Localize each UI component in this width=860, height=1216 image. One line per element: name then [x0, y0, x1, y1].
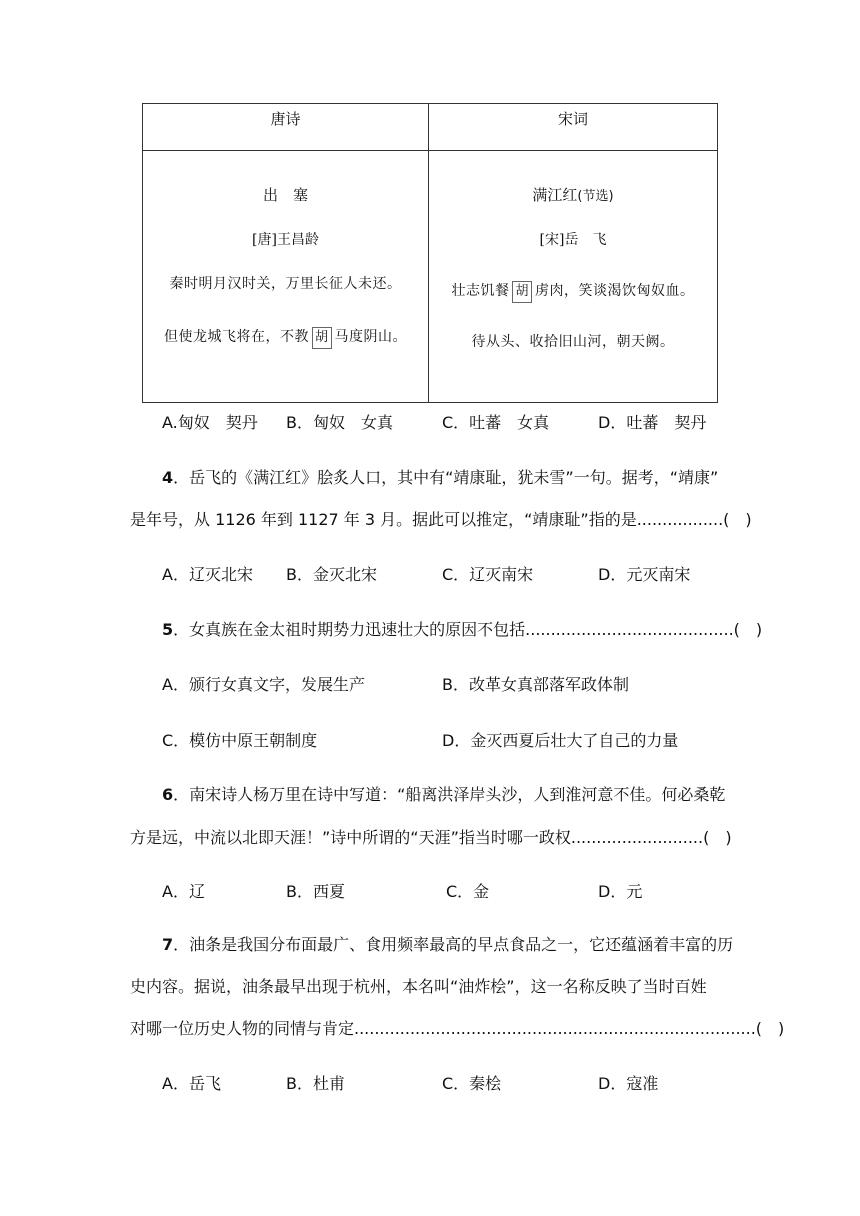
q6-line2: 方是远，中流以北即天涯！”诗中所谓的“天涯”指当时哪一政权..........................( )	[130, 828, 732, 847]
poem2-line2: 待从头、收拾旧山河，朝天阙。	[471, 334, 675, 350]
poem2-title	[429, 184, 717, 205]
poem2-title-main: 满江红	[532, 186, 578, 204]
q4-text1: ．岳飞的《满江红》脍炙人口，其中有“靖康耻，犹未雪”一句。据考，“靖康”	[173, 468, 719, 487]
poem2-boxed-char: 胡	[512, 281, 532, 303]
poem-comparison-table	[142, 103, 718, 403]
q3-option-b: B．匈奴 女真	[286, 413, 393, 432]
q4-line2: 是年号，从 1126 年到 1127 年 3 月。据此可以推定，“靖康耻”指的是.................( )	[130, 510, 752, 529]
q7-option-d: D．寇准	[598, 1074, 659, 1093]
poem2-title-note: (节选)	[577, 189, 614, 204]
poem1-line2-post: 马度阴山。	[334, 329, 407, 345]
q5-line1	[162, 617, 762, 640]
table-divider-horizontal	[143, 150, 717, 151]
poem2-line1-post: 虏肉，笑谈渴饮匈奴血。	[535, 283, 695, 299]
poem2-line1-pre: 壮志饥餐	[451, 283, 510, 299]
q6-line1	[162, 782, 725, 805]
q4-line1	[162, 465, 718, 488]
q5-option-d: D．金灭西夏后壮大了自己的力量	[442, 731, 679, 750]
q6-option-b: B．西夏	[286, 882, 345, 901]
q3-option-a: A.匈奴 契丹	[162, 413, 258, 432]
poem1-line2	[143, 326, 428, 349]
q6-number: 6	[162, 785, 174, 804]
q5-option-b: B．改革女真部落军政体制	[442, 675, 629, 694]
table-header-song-ci: 宋词	[557, 110, 588, 128]
poem1-line1: 秦时明月汉时关，万里长征人未还。	[169, 276, 402, 292]
q7-line1	[162, 932, 733, 955]
q5-option-a: A．颁行女真文字，发展生产	[162, 675, 365, 694]
q3-option-c: C．吐蕃 女真	[442, 413, 550, 432]
poem2-line1	[429, 280, 717, 303]
table-divider-vertical	[428, 104, 429, 402]
q6-option-d: D．元	[598, 882, 643, 901]
poem1-boxed-char: 胡	[312, 327, 332, 349]
q7-number: 7	[162, 935, 174, 954]
q6-text1: ．南宋诗人杨万里在诗中写道：“船离洪泽岸头沙，人到淮河意不佳。何必桑乾	[173, 785, 726, 804]
q5-number: 5	[162, 620, 174, 639]
poem1-line2-pre: 但使龙城飞将在，不教	[163, 329, 309, 345]
poem2-author: [宋]岳 飞	[539, 232, 607, 248]
q7-line2: 史内容。据说，油条最早出现于杭州，本名叫“油炸桧”，这一名称反映了当时百姓	[130, 977, 707, 996]
q7-line3: 对哪一位历史人物的同情与肯定...............................................................................( )	[130, 1019, 785, 1038]
q5-text1: ．女真族在金太祖时期势力迅速壮大的原因不包括.........................................( )	[173, 620, 763, 639]
q7-option-c: C．秦桧	[442, 1074, 502, 1093]
q4-option-b: B．金灭北宋	[286, 565, 377, 584]
q7-text1: ．油条是我国分布面最广、食用频率最高的早点食品之一，它还蕴涵着丰富的历	[173, 935, 734, 954]
q5-option-c: C．模仿中原王朝制度	[162, 731, 318, 750]
q7-option-b: B．杜甫	[286, 1074, 345, 1093]
q6-option-a: A．辽	[162, 882, 205, 901]
q4-option-a: A．辽灭北宋	[162, 565, 253, 584]
poem1-title: 出 塞	[262, 186, 308, 204]
q6-option-c: C．金	[446, 882, 490, 901]
q7-option-a: A．岳飞	[162, 1074, 221, 1093]
q3-option-d: D．吐蕃 契丹	[598, 413, 707, 432]
q4-option-d: D．元灭南宋	[598, 565, 691, 584]
q4-option-c: C．辽灭南宋	[442, 565, 534, 584]
q4-number: 4	[162, 468, 174, 487]
poem1-author: [唐]王昌龄	[252, 232, 319, 248]
table-header-tang-poem: 唐诗	[270, 110, 301, 128]
